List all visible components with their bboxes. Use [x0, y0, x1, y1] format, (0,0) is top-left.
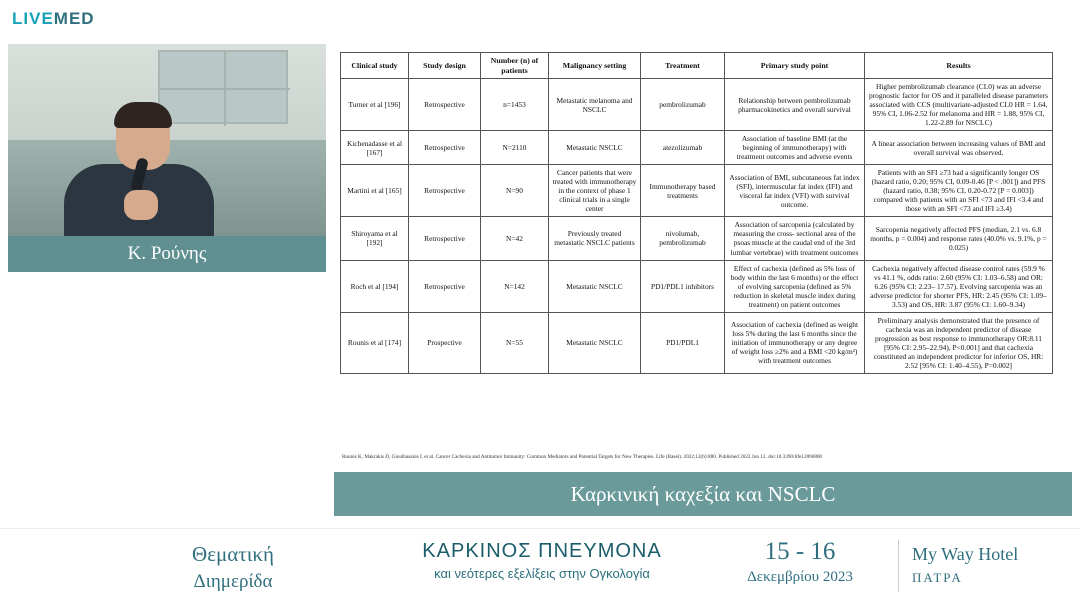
- cell-treatment: PD1/PDL1 inhibitors: [641, 260, 725, 312]
- footer-event-title: [392, 540, 692, 581]
- cell-design: Retrospective: [409, 260, 481, 312]
- cell-study: Turner et al [196]: [341, 79, 409, 131]
- video-background-window: [158, 50, 288, 124]
- cell-setting: Metastatic NSCLC: [549, 131, 641, 165]
- top-bar: [0, 0, 1080, 38]
- cell-patients: n=1453: [481, 79, 549, 131]
- footer-event-type-line2: Διημερίδα: [193, 571, 273, 592]
- cell-study: Shiroyama et al [192]: [341, 217, 409, 260]
- footer-venue: [912, 544, 1062, 586]
- cell-results: Cachexia negatively affected disease control rates (59.9 % vs 41.1 %, odds ratio: 2.60 (95% CI: 1.03–6.58) and OR: 6.26 (95% CI: 2.23– 17.57). Evolving sarcopenia was an adverse predictor for shorter PFS, HR: 2.45 (95% CI: 1.09–3.53) and OS, HR: 3.87 (95% CI: 1.60–9.34): [865, 260, 1053, 312]
- cell-endpoint: Relationship between pembrolizumab pharmacokinetics and overall survival: [725, 79, 865, 131]
- cell-study: Rounis et al [174]: [341, 312, 409, 373]
- cell-setting: Cancer patients that were treated with immunotherapy in the context of phase 1 clinical trials in a single center: [549, 165, 641, 217]
- column-header-treatment: Treatment: [641, 53, 725, 79]
- cell-results: Higher pembrolizumab clearance (CL0) was an adverse prognostic factor for OS and it paralleled disease parameters associated with CCS (multivariate-adjusted CL0 HR = 1.64, 95% CI, 1.06-2.52 for melanoma and HR = 1.88, 95% CI, 1.22-2.89 for NSCLC): [865, 79, 1053, 131]
- cell-setting: Metastatic NSCLC: [549, 260, 641, 312]
- speaker-nameplate: [8, 236, 326, 272]
- presentation-slide: [334, 44, 1072, 469]
- column-header-primary-study-point: Primary study point: [725, 53, 865, 79]
- slide-title-text: Καρκινική καχεξία και NSCLC: [570, 481, 836, 506]
- cell-treatment: nivolumab, pembrolizumab: [641, 217, 725, 260]
- cell-results: Patients with an SFI ≥73 had a significantly longer OS (hazard ratio, 0.20; 95% CI, 0.09-0.46 [P < .001]) and PFS (hazard ratio, 0.38; 95% CI, 0.20-0.72 [P = 0.003]) compared with patients with an SFI <73 and IFI <3.4 and those with an SFI <73 and IFI ≥3.4): [865, 165, 1053, 217]
- cell-design: Retrospective: [409, 165, 481, 217]
- cell-patients: N=90: [481, 165, 549, 217]
- cell-study: Martini et al [165]: [341, 165, 409, 217]
- cell-design: Prospective: [409, 312, 481, 373]
- footer-event-type: [118, 542, 348, 593]
- cell-design: Retrospective: [409, 217, 481, 260]
- cell-results: Preliminary analysis demonstrated that the presence of cachexia was an independent predictor of disease progression as best response to immunotherapy OR:8.11 [95% CI: 2.95–22.94), P<0.001] and that cachexia constituted an independent predictor for inferior OS, HR: 2.52 [95% CI: 1.40–4.55), P=0.002]: [865, 312, 1053, 373]
- cell-study: Roch et al [194]: [341, 260, 409, 312]
- cell-treatment: pembrolizumab: [641, 79, 725, 131]
- footer-event-title-main: ΚΑΡΚΙΝΟΣ ΠΝΕΥΜΟΝΑ: [422, 540, 662, 562]
- table-row: [341, 79, 1053, 131]
- speaker-name-label: Κ. Ρούνης: [127, 243, 207, 264]
- speaker-hair: [114, 102, 172, 128]
- cell-endpoint: Association of sarcopenia (calculated by measuring the cross- sectional area of the psoas muscle at the caudal end of the 3rd lumbar vertebrae) with treatment outcomes: [725, 217, 865, 260]
- footer-venue-city: ΠΑΤΡΑ: [912, 570, 963, 585]
- table-row: [341, 131, 1053, 165]
- footer-date-days: 15 - 16: [764, 538, 836, 565]
- column-header-results: Results: [865, 53, 1053, 79]
- study-table-wrapper: [340, 52, 1052, 374]
- cell-patients: N=42: [481, 217, 549, 260]
- logo-live-text: LIVE: [12, 9, 54, 28]
- cell-endpoint: Association of cachexia (defined as weight loss 5% during the last 6 months since the initiation of immunotherapy or any degree of weight loss ≥2% and a BMI <20 kg/m²) with treatment outcomes: [725, 312, 865, 373]
- table-header-row: [341, 53, 1053, 79]
- cell-patients: N=55: [481, 312, 549, 373]
- logo-med-text: MED: [53, 9, 95, 28]
- footer-divider: [898, 540, 899, 592]
- cell-endpoint: Effect of cachexia (defined as 5% loss of body within the last 6 months) or the effect of evolving sarcopenia (defined as 5% reduction in skeletal muscle index during treatment) on patient outcomes: [725, 260, 865, 312]
- column-header-clinical-study: Clinical study: [341, 53, 409, 79]
- cell-results: A linear association between increasing values of BMI and overall survival was observed.: [865, 131, 1053, 165]
- livemed-logo: [12, 9, 95, 29]
- speaker-hand: [124, 190, 158, 220]
- footer-venue-name: My Way Hotel: [912, 544, 1019, 564]
- footer-event-title-sub: και νεότερες εξελίξεις στην Ογκολογία: [434, 566, 650, 581]
- footer-event-type-line1: Θεματική: [192, 542, 274, 566]
- cell-endpoint: Association of baseline BMI (at the beginning of immunotherapy) with treatment outcomes and adverse events: [725, 131, 865, 165]
- cell-treatment: PD1/PDL1: [641, 312, 725, 373]
- speaker-video[interactable]: [8, 44, 326, 244]
- cell-patients: N=2110: [481, 131, 549, 165]
- cell-setting: Metastatic NSCLC: [549, 312, 641, 373]
- cell-study: Kichenadasse et al [167]: [341, 131, 409, 165]
- slide-title-banner: [334, 472, 1072, 516]
- cell-results: Sarcopenia negatively affected PFS (median, 2.1 vs. 6.8 months, p = 0.004) and response rates (40.0% vs. 9.1%, p = 0.025): [865, 217, 1053, 260]
- table-row: [341, 260, 1053, 312]
- column-header-malignancy-setting: Malignancy setting: [549, 53, 641, 79]
- table-row: [341, 217, 1053, 260]
- slide-citation: Rounis K, Makrakis D, Gioulbasanis I, et al. Cancer Cachexia and Antitumor Immunity: Common Mediators and Potential Targets for New Therapies. Life (Basel). 2022;12(6):880. Published 2022 Jun 12. doi:10.3390/life12060880: [342, 454, 823, 460]
- table-row: [341, 312, 1053, 373]
- column-header-number-patients: Number (n) of patients: [481, 53, 549, 79]
- cell-design: Retrospective: [409, 79, 481, 131]
- footer-event-date: [710, 538, 890, 586]
- table-row: [341, 165, 1053, 217]
- cell-treatment: atezolizumab: [641, 131, 725, 165]
- study-table: [340, 52, 1053, 374]
- cell-setting: Metastatic melanoma and NSCLC: [549, 79, 641, 131]
- cell-patients: N=142: [481, 260, 549, 312]
- cell-design: Retrospective: [409, 131, 481, 165]
- column-header-study-design: Study design: [409, 53, 481, 79]
- footer-date-month-year: Δεκεμβρίου 2023: [747, 569, 853, 585]
- cell-endpoint: Association of BMI, subcutaneous fat index (SFI), intermuscular fat index (IFI) and visceral fat index (VFI) with survival outcome.: [725, 165, 865, 217]
- cell-treatment: Immunotherapy based treatments: [641, 165, 725, 217]
- cell-setting: Previously treated metastatic NSCLC patients: [549, 217, 641, 260]
